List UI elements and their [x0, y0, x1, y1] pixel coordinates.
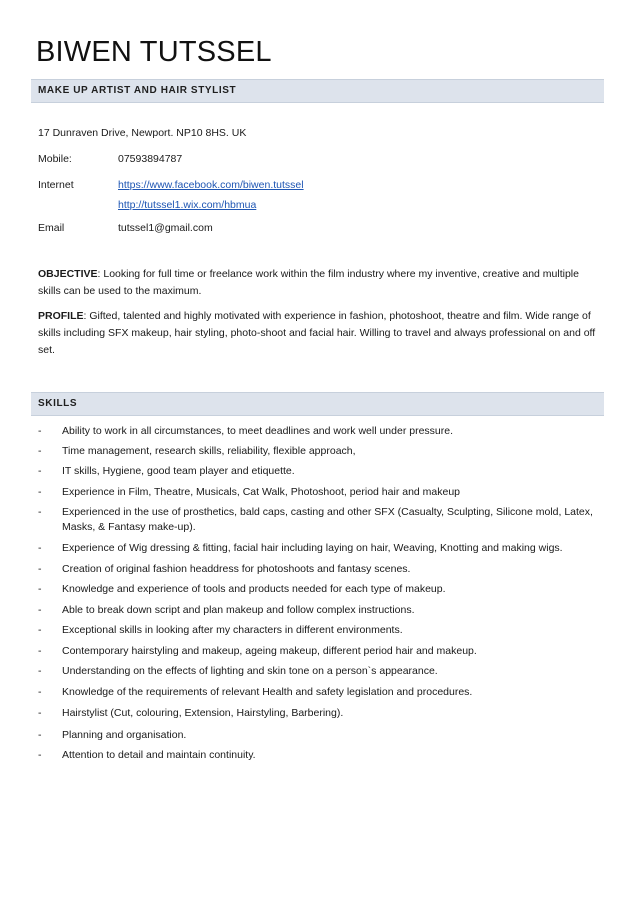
bullet-dash: - [38, 563, 42, 575]
profile-paragraph [38, 308, 604, 359]
skill-text: Experienced in the use of prosthetics, bald caps, casting and other SFX (Casualty, Sculpting, Silicone mold, Latex, Masks, & Fantasy make-up). [62, 506, 593, 533]
facebook-link[interactable]: https://www.facebook.com/biwen.tutssel [118, 179, 304, 191]
skills-heading: SKILLS [38, 398, 78, 409]
bullet-dash: - [38, 645, 42, 657]
mobile-value: 07593894787 [118, 153, 183, 165]
bullet-dash: - [38, 542, 42, 554]
skill-text: Able to break down script and plan makeup and follow complex instructions. [62, 604, 415, 616]
internet-label: Internet [38, 179, 74, 191]
skill-text: Planning and organisation. [62, 729, 187, 741]
mobile-label: Mobile: [38, 153, 72, 165]
skill-text: Contemporary hairstyling and makeup, ageing makeup, different period hair and makeup. [62, 645, 477, 657]
bullet-dash: - [38, 707, 42, 719]
skill-text: Knowledge of the requirements of relevant Health and safety legislation and procedures. [62, 686, 473, 698]
objective-label: OBJECTIVE [38, 268, 98, 280]
skill-text: Ability to work in all circumstances, to meet deadlines and work well under pressure. [62, 425, 454, 437]
bullet-dash: - [38, 445, 42, 457]
bullet-dash: - [38, 604, 42, 616]
bullet-dash: - [38, 486, 42, 498]
profile-text: : Gifted, talented and highly motivated with experience in fashion, photoshoot, theatre and film. Wide range of skills including SFX makeup, hair styling, photo-shoot and facial hair. Willing to travel and always professional on and off set. [38, 310, 596, 356]
skill-text: Hairstylist (Cut, colouring, Extension, Hairstyling, Barbering). [62, 707, 344, 719]
skill-text: Experience of Wig dressing & fitting, facial hair including laying on hair, Weaving, Knotting and making wigs. [62, 542, 563, 554]
bullet-dash: - [38, 583, 42, 595]
candidate-name: BIWEN TUTSSEL [36, 36, 272, 68]
skill-text: IT skills, Hygiene, good team player and etiquette. [62, 465, 295, 477]
skills-bar [31, 392, 604, 416]
skill-text: Experience in Film, Theatre, Musicals, Cat Walk, Photoshoot, period hair and makeup [62, 486, 461, 498]
title-bar [31, 79, 604, 103]
skill-text: Exceptional skills in looking after my characters in different environments. [62, 624, 403, 636]
bullet-dash: - [38, 425, 42, 437]
objective-text: : Looking for full time or freelance work within the film industry where my inventive, creative and multiple skills can be used to the maximum. [38, 268, 579, 297]
email-value: tutssel1@gmail.com [118, 222, 213, 234]
bullet-dash: - [38, 624, 42, 636]
job-title: MAKE UP ARTIST AND HAIR STYLIST [38, 85, 237, 96]
bullet-dash: - [38, 465, 42, 477]
skill-text: Understanding on the effects of lighting and skin tone on a person`s appearance. [62, 665, 438, 677]
bullet-dash: - [38, 729, 42, 741]
bullet-dash: - [38, 749, 42, 761]
skill-text: Knowledge and experience of tools and products needed for each type of makeup. [62, 583, 446, 595]
email-label: Email [38, 222, 65, 234]
bullet-dash: - [38, 506, 42, 518]
skill-text: Creation of original fashion headdress for photoshoots and fantasy scenes. [62, 563, 411, 575]
skill-text: Time management, research skills, reliability, flexible approach, [62, 445, 356, 457]
website-link[interactable]: http://tutssel1.wix.com/hbmua [118, 199, 257, 211]
objective-paragraph [38, 266, 604, 300]
bullet-dash: - [38, 686, 42, 698]
profile-label: PROFILE [38, 310, 84, 322]
skill-text: Attention to detail and maintain continuity. [62, 749, 256, 761]
bullet-dash: - [38, 665, 42, 677]
address: 17 Dunraven Drive, Newport. NP10 8HS. UK [38, 127, 247, 139]
